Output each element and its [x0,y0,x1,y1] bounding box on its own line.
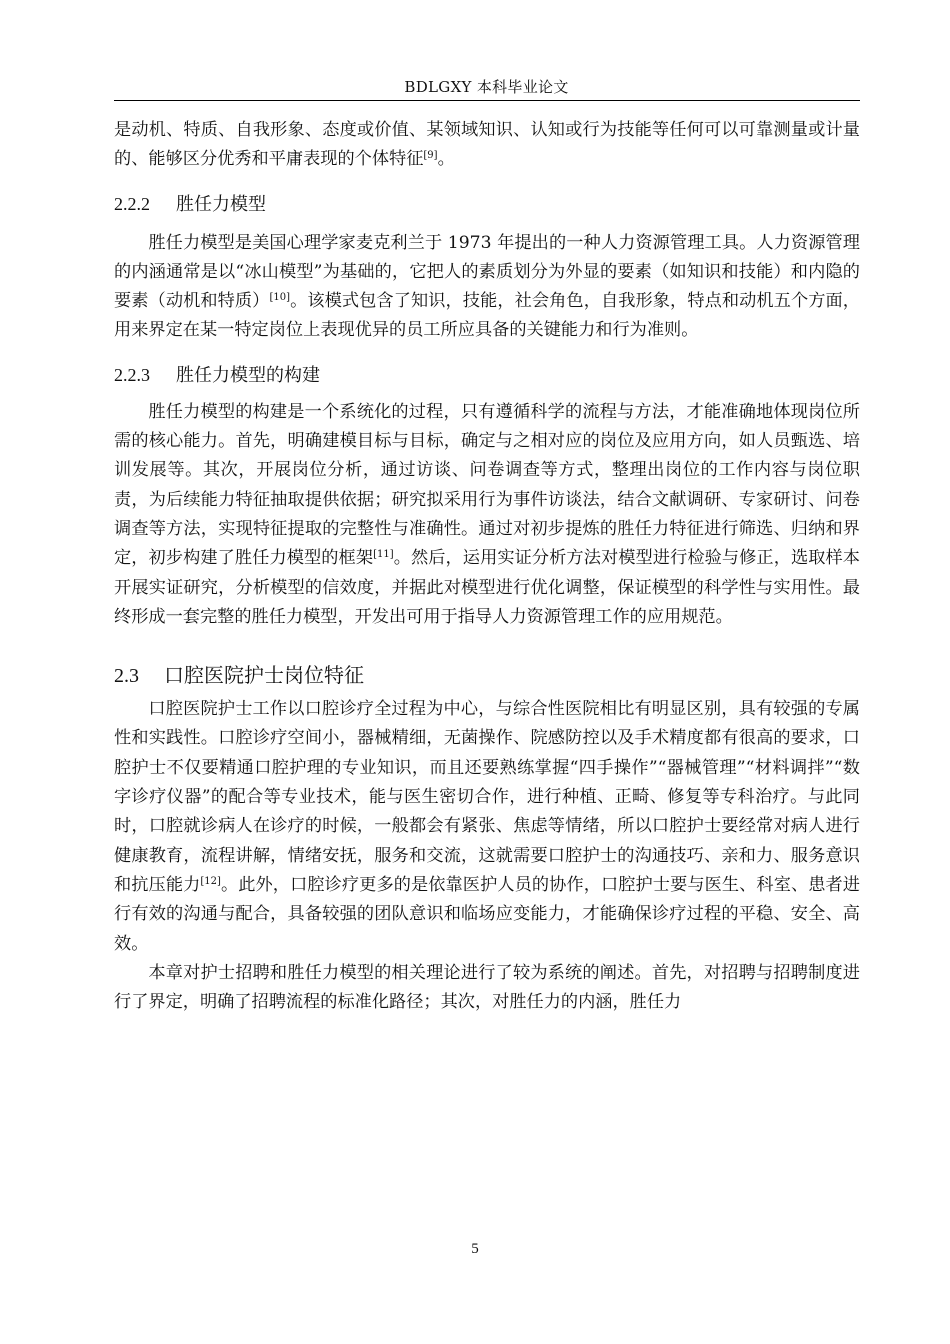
section-heading-2-3 [114,660,860,691]
paragraph-continuation: 是动机、特质、自我形象、态度或价值、某领域知识、认知或行为技能等任何可以可靠测量或计量的、能够区分优秀和平庸表现的个体特征[9]。 [114,120,860,170]
section-heading-2-2-3 [114,360,860,391]
section-title: 胜任力模型的构建 [176,364,320,386]
section-number: 2.2.3 [114,364,150,385]
paragraph-competency-model: 胜任力模型是美国心理学家麦克利兰于 1973 年提出的一种人力资源管理工具。人力资源管理的内涵通常是以“冰山模型”为基础的，它把人的素质划分为外显的要素（如知识和技能）和内隐的要素（动机和特质）[10]。该模式包含了知识，技能，社会角色，自我形象，特点和动机五个方面，用来界定在某一特定岗位上表现优异的员工所应具备的关键能力和行为准则。 [114,232,860,341]
page-body [114,116,860,1017]
citation-12: [12] [200,875,221,887]
citation-10: [10] [269,292,290,304]
citation-11: [11] [373,549,394,561]
section-number: 2.2.2 [114,193,150,214]
paragraph-chapter-summary: 本章对护士招聘和胜任力模型的相关理论进行了较为系统的阐述。首先，对招聘与招聘制度进行了界定，明确了招聘流程的标准化路径；其次，对胜任力的内涵，胜任力 [114,962,860,1013]
running-header: BDLGXY 本科毕业论文 [404,78,569,96]
section-heading-2-2-2 [114,189,860,220]
paragraph-nurse-characteristics: 口腔医院护士工作以口腔诊疗全过程为中心，与综合性医院相比有明显区别，具有较强的专属性和实践性。口腔诊疗空间小，器械精细，无菌操作、院感防控以及手术精度都有很高的要求，口腔护士不仅要精通口腔护理的专业知识，而且还要熟练掌握“四手操作”“器械管理”“材料调拌”“数字诊疗仪器”的配合等专业技术，能与医生密切合作，进行种植、正畸、修复等专科治疗。与此同时，口腔就诊病人在诊疗的时候，一般都会有紧张、焦虑等情绪，所以口腔护士要经常对病人进行健康教育，流程讲解，情绪安抚，服务和交流，这就需要口腔护士的沟通技巧、亲和力、服务意识和抗压能力[12]。此外，口腔诊疗更多的是依靠医护人员的协作，口腔护士要与医生、科室、患者进行有效的沟通与配合，具备较强的团队意识和临场应变能力，才能确保诊疗过程的平稳、安全、高效。 [114,699,860,954]
citation-9: [9] [423,150,438,162]
header-rule [114,100,860,101]
page-number: 5 [471,1241,479,1257]
section-title: 胜任力模型 [176,193,266,215]
section-number: 2.3 [114,665,139,688]
paragraph-model-construction: 胜任力模型的构建是一个系统化的过程，只有遵循科学的流程与方法，才能准确地体现岗位所需的核心能力。首先，明确建模目标与目标，确定与之相对应的岗位及应用方向，如人员甄选、培训发展等。其次，开展岗位分析，通过访谈、问卷调查等方式，整理出岗位的工作内容与岗位职责，为后续能力特征抽取提供依据；研究拟采用行为事件访谈法，结合文献调研、专家研讨、问卷调查等方法，实现特征提取的完整性与准确性。通过对初步提炼的胜任力特征进行筛选、归纳和界定，初步构建了胜任力模型的框架[11]。然后，运用实证分析方法对模型进行检验与修正，选取样本开展实证研究，分析模型的信效度，并据此对模型进行优化调整，保证模型的科学性与实用性。最终形成一套完整的胜任力模型，开发出可用于指导人力资源管理工作的应用规范。 [114,401,860,627]
section-title: 口腔医院护士岗位特征 [164,663,364,688]
